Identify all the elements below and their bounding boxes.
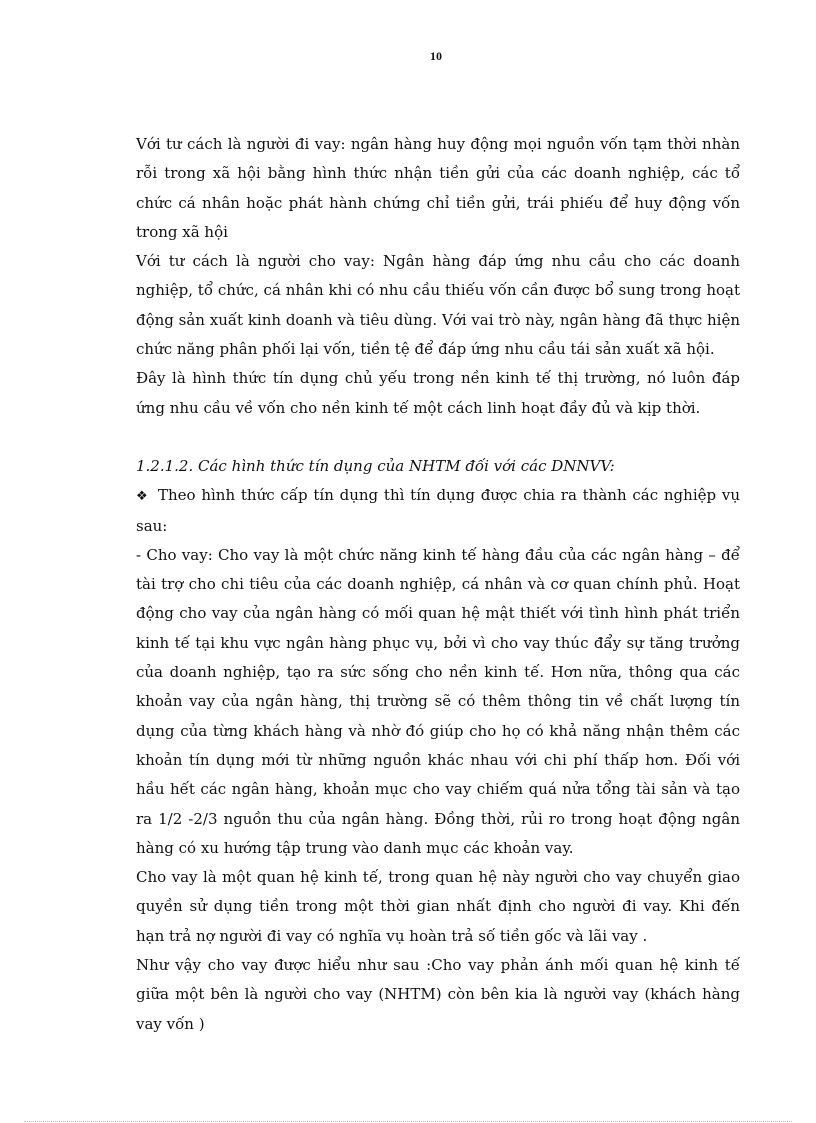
bullet-text: Theo hình thức cấp tín dụng thì tín dụng được chia ra thành các nghiệp vụ sau: xyxy=(136,486,740,535)
paragraph-lending-function: - Cho vay: Cho vay là một chức năng kinh tế hàng đầu của các ngân hàng – để tài trợ cho chi tiêu của các doanh nghiệp, cá nhân và cơ quan chính phủ. Hoạt động cho vay của ngân hàng có mối quan hệ mật thiết với tình hình phát triển kinh tế tại khu vực ngân hàng phục vụ, bởi vì cho vay thúc đẩy sự tăng trưởng của doanh nghiệp, tạo ra sức sống cho nền kinh tế. Hơn nữa, thông qua các khoản vay của ngân hàng, thị trường sẽ có thêm thông tin về chất lượng tín dụng của từng khách hàng và nhờ đó giúp cho họ có khả năng nhận thêm các khoản tín dụng mới từ những nguồn khác nhau với chi phí thấp hơn. Đối với hầu hết các ngân hàng, khoản mục cho vay chiếm quá nửa tổng tài sản và tạo ra 1/2 -2/3 nguồn thu của ngân hàng. Đồng thời, rủi ro trong hoạt động ngân hàng có xu hướng tập trung vào danh mục các khoản vay. xyxy=(136,545,740,857)
paragraph-lending-definition: Như vậy cho vay được hiểu như sau :Cho vay phản ánh mối quan hệ kinh tế giữa một bên là người cho vay (NHTM) còn bên kia là người vay (khách hàng vay vốn ) xyxy=(136,956,740,1033)
page-bottom-divider xyxy=(24,1121,792,1122)
page-number: 10 xyxy=(430,49,442,63)
diamond-bullet-icon: ❖ xyxy=(136,489,148,505)
paragraph-lender-role: Với tư cách là người cho vay: Ngân hàng đáp ứng nhu cầu cho các doanh nghiệp, tổ chức, cá nhân khi có nhu cầu thiếu vốn cần được bổ sung trong hoạt động sản xuất kinh doanh và tiêu dùng. Với vai trò này, ngân hàng đã thực hiện chức năng phân phối lại vốn, tiền tệ để đáp ứng nhu cầu tái sản xuất xã hội. xyxy=(136,252,740,359)
paragraph-main-credit-form: Đây là hình thức tín dụng chủ yếu trong nền kinh tế thị trường, nó luôn đáp ứng nhu cầu về vốn cho nền kinh tế một cách linh hoạt đầy đủ và kịp thời. xyxy=(136,369,740,417)
paragraph-lending-relationship: Cho vay là một quan hệ kinh tế, trong quan hệ này người cho vay chuyển giao quyền sử dụng tiền trong một thời gian nhất định cho người đi vay. Khi đến hạn trả nợ người đi vay có nghĩa vụ hoàn trả số tiền gốc và lãi vay . xyxy=(136,868,740,945)
bullet-item xyxy=(136,481,740,541)
paragraph-borrower-role: Với tư cách là người đi vay: ngân hàng huy động mọi nguồn vốn tạm thời nhàn rỗi trong xã hội bằng hình thức nhận tiền gửi của các doanh nghiệp, các tổ chức cá nhân hoặc phát hành chứng chỉ tiền gửi, trái phiếu để huy động vốn trong xã hội xyxy=(136,135,740,241)
blank-line xyxy=(136,423,740,452)
section-heading: 1.2.1.2. Các hình thức tín dụng của NHTM đối với các DNNVV: xyxy=(136,456,615,475)
document-body xyxy=(136,130,740,1039)
